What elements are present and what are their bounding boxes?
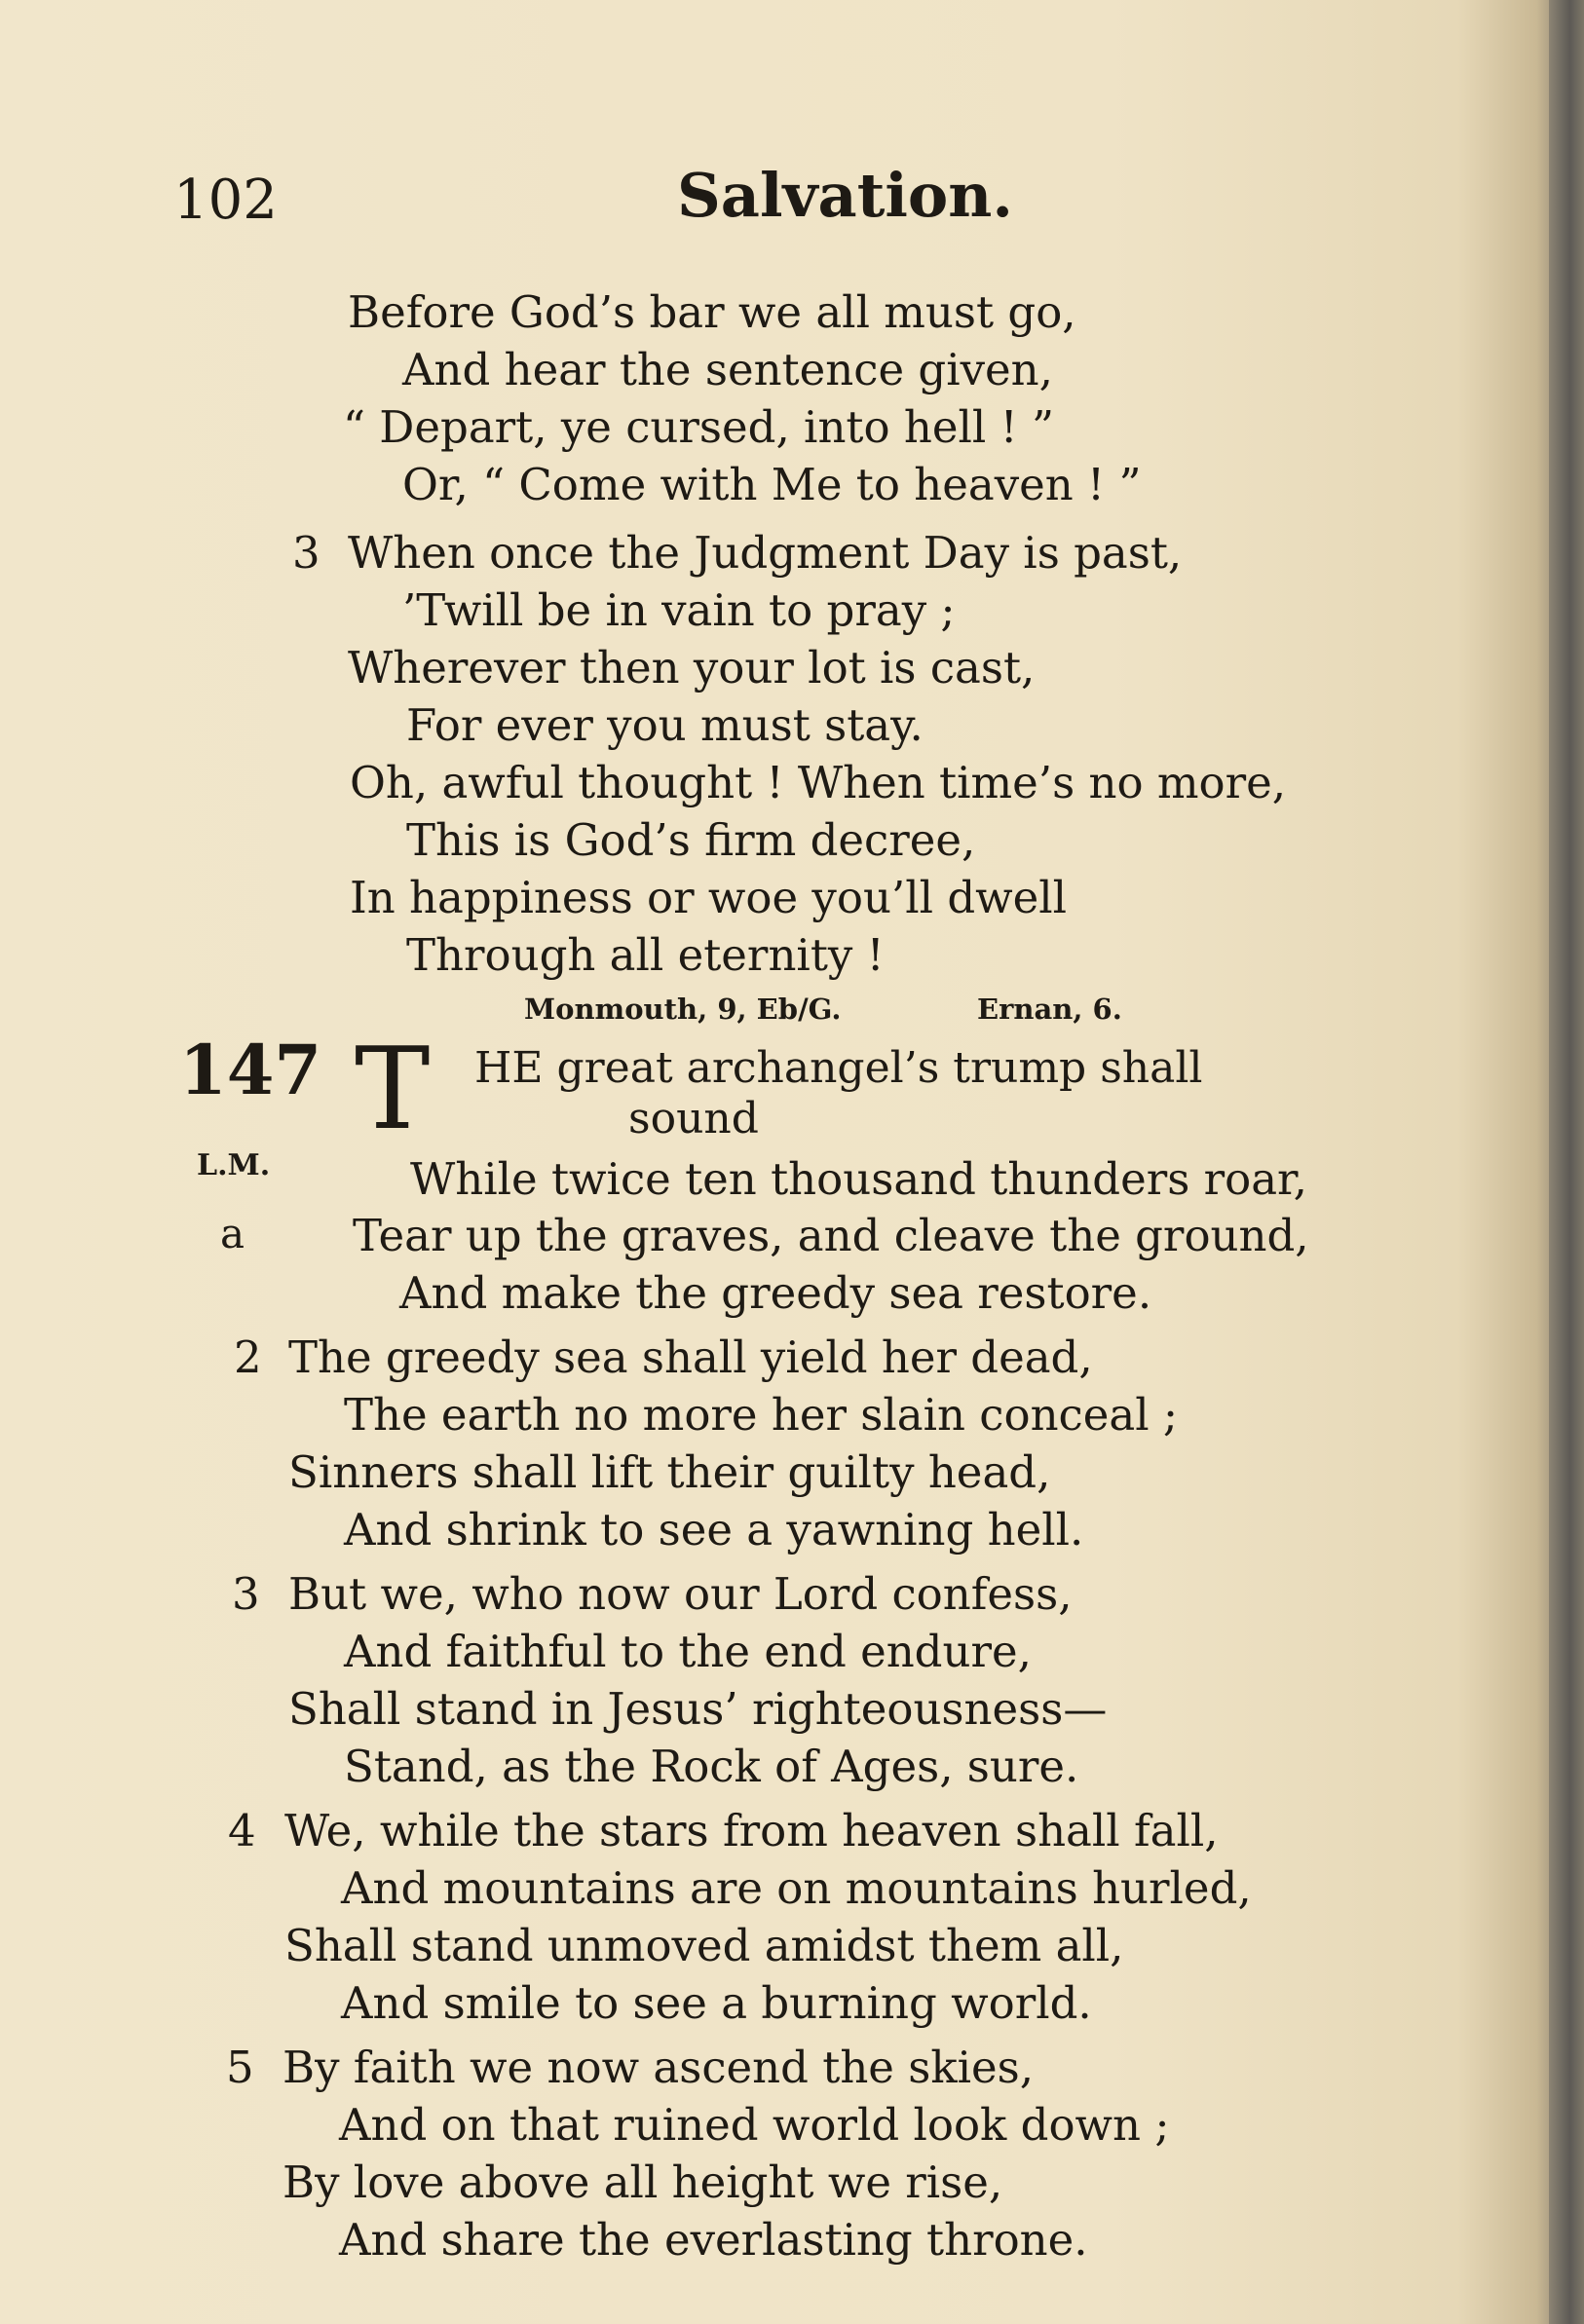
hymn-line: And make the greedy sea restore. [399, 1267, 1152, 1319]
verse-number: 3 [232, 1568, 260, 1620]
hymn-line: Through all eternity ! [406, 929, 885, 981]
hymn-line: The earth no more her slain conceal ; [344, 1389, 1179, 1441]
hymn-line: But we, who now our Lord confess, [288, 1568, 1073, 1620]
hymn-line: “ Depart, ye cursed, into hell ! ” [343, 401, 1054, 453]
meter-label: L.M. [197, 1148, 271, 1182]
hymn-line: Tear up the graves, and cleave the ground, [353, 1210, 1309, 1261]
hymn-line: When once the Judgment Day is past, [348, 527, 1183, 579]
hymn-line: sound [628, 1094, 759, 1143]
hymn-line: ’Twill be in vain to pray ; [402, 584, 956, 636]
page-number: 102 [173, 169, 278, 232]
hymn-line: Oh, awful thought ! When time’s no more, [350, 757, 1287, 808]
dynamic-marking: a [220, 1210, 245, 1257]
verse-number: 5 [226, 2042, 254, 2093]
hymn-number: 147 [179, 1030, 322, 1110]
hymn-line: And smile to see a burning world. [341, 1977, 1092, 2029]
hymn-line: And on that ruined world look down ; [339, 2099, 1170, 2151]
hymn-line: Shall stand in Jesus’ righteousness— [288, 1683, 1108, 1735]
hymn-line: By love above all height we rise, [283, 2156, 1003, 2208]
hymn-line: The greedy sea shall yield her dead, [288, 1331, 1093, 1383]
hymn-line: Before God’s bar we all must go, [348, 286, 1076, 338]
hymn-line: Sinners shall lift their guilty head, [288, 1446, 1051, 1498]
hymn-line: By faith we now ascend the skies, [283, 2042, 1035, 2093]
hymn-line: HE great archangel’s trump shall [474, 1043, 1203, 1093]
hymn-line: For ever you must stay. [406, 699, 924, 751]
hymn-line: We, while the stars from heaven shall fall, [284, 1805, 1219, 1856]
hymn-line: Wherever then your lot is cast, [348, 642, 1036, 693]
book-gutter [1549, 0, 1584, 2324]
verse-number: 2 [234, 1331, 262, 1383]
hymn-line: And shrink to see a yawning hell. [344, 1504, 1084, 1556]
hymn-line: And share the everlasting throne. [339, 2214, 1088, 2266]
hymn-line: And hear the sentence given, [402, 344, 1053, 395]
hymn-line: And faithful to the end endure, [344, 1626, 1032, 1677]
section-title: Salvation. [677, 160, 1013, 231]
hymn-line: While twice ten thousand thunders roar, [410, 1153, 1307, 1205]
hymn-line: Stand, as the Rock of Ages, sure. [344, 1741, 1079, 1792]
drop-cap: T [355, 1024, 431, 1155]
tune-name: Ernan, 6. [977, 993, 1122, 1026]
hymn-line: Shall stand unmoved amidst them all, [284, 1920, 1124, 1971]
tune-name: Monmouth, 9, Eb/G. [524, 993, 842, 1026]
hymn-line: And mountains are on mountains hurled, [341, 1862, 1252, 1914]
verse-number: 4 [228, 1805, 256, 1856]
hymn-line: This is God’s firm decree, [406, 814, 976, 866]
hymn-line: Or, “ Come with Me to heaven ! ” [402, 459, 1142, 510]
hymn-line: In happiness or woe you’ll dwell [350, 872, 1068, 923]
verse-number: 3 [292, 527, 321, 579]
